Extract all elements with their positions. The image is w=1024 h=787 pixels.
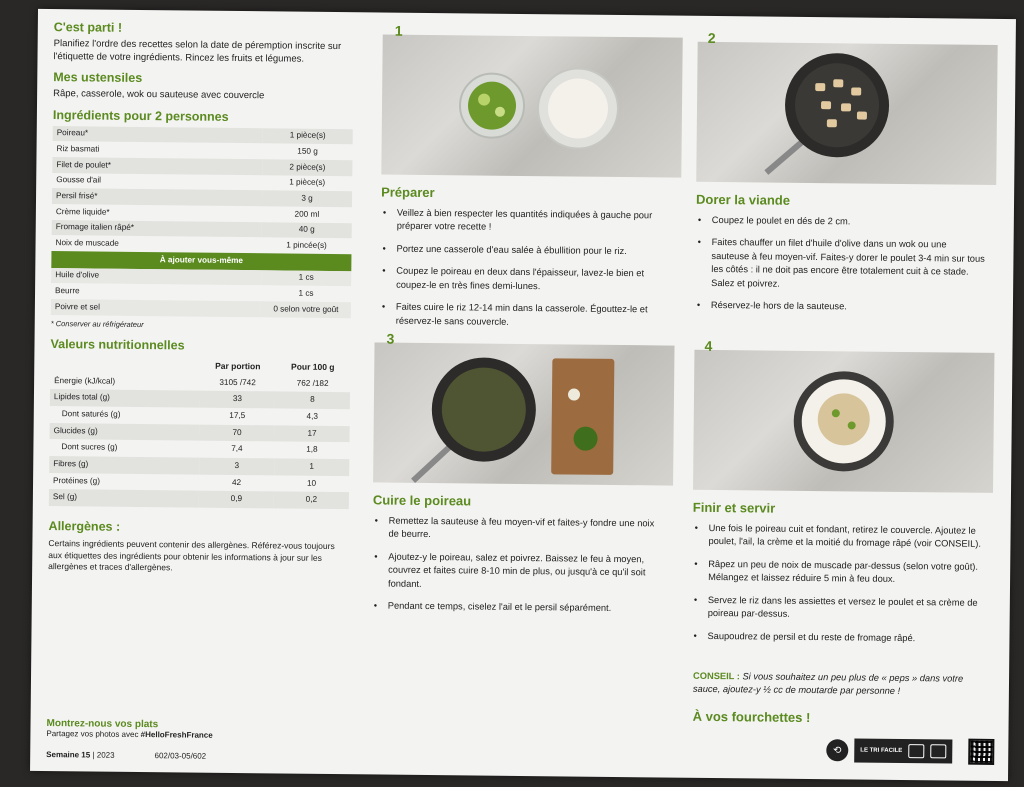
left-column	[48, 19, 354, 582]
nutrition-label: Glucides (g)	[50, 423, 200, 441]
nutrition-portion: 70	[200, 424, 275, 441]
step-2-number: 2	[707, 29, 716, 46]
nutrition-label: Lipides total (g)	[50, 389, 200, 407]
allergens-title: Allergènes :	[48, 518, 121, 534]
allergens-text: Certains ingrédients peuvent contenir des allergènes. Référez-vous toujours aux étiquettes des ingrédients pour obtenir les informations à jour sur les allergènes et traces d'allergènes.	[48, 538, 335, 573]
pan-chicken-illustration	[696, 42, 997, 185]
nutrition-row	[49, 489, 349, 509]
step-bullet: • Réservez-le hors de la sauteuse.	[695, 299, 985, 316]
utensils-title: Mes ustensiles	[53, 70, 143, 85]
step-bullet: • Remettez la sauteuse à feu moyen-vif et faites-y fondre une noix de beurre.	[372, 514, 662, 544]
ingredients-title: Ingrédients pour 2 personnes	[52, 107, 229, 124]
nutrition-portion: 7,4	[231, 444, 243, 454]
conseil-text: Si vous souhaitez un peu plus de « peps » dans votre sauce, ajoutez-y ½ cc de moutarde par personne !	[692, 671, 964, 697]
step-2-title: Dorer la viande	[695, 191, 791, 208]
step-1-bullets	[380, 207, 671, 340]
nutrition-portion: 33	[200, 391, 275, 408]
week-info	[46, 750, 346, 762]
ingredient-name: Riz basmati	[56, 144, 100, 154]
ingredient-name: Gousse d'ail	[56, 175, 102, 185]
qr-code-icon[interactable]	[968, 739, 994, 765]
footer	[46, 718, 346, 762]
nutrition-portion: 3	[199, 458, 274, 475]
ingredient-name: Poireau*	[53, 126, 263, 144]
nutrition-portion: 17,5	[229, 410, 246, 421]
step-4	[692, 337, 994, 643]
nutrition-per100: 1	[274, 458, 349, 475]
recipe-card	[30, 9, 1016, 781]
step-2-bullets	[695, 214, 986, 325]
nutrition-per100: 17	[274, 425, 349, 442]
ingredient-name: Crème liquide*	[55, 206, 110, 217]
extra-ingredient-name: Huile d'olive	[51, 268, 261, 286]
intro-title: C'est parti !	[53, 20, 123, 35]
step-bullet: • Portez une casserole d'eau salée à ébullition pour le riz.	[380, 242, 670, 259]
step-bullet: • Faites cuire le riz 12-14 min dans la casserole. Égouttez-le et réservez-le sans couvercle.	[380, 301, 670, 331]
step-3-bullets	[372, 514, 663, 625]
step-bullet: • Une fois le poireau cuit et fondant, retirez le couvercle. Ajoutez le poulet, l'ail, la crème et la moitié du fromage râpé (voir CONSEIL).	[692, 522, 982, 552]
ingredient-qty: 200 ml	[294, 209, 320, 219]
step-bullet: • Pendant ce temps, ciselez l'ail et le persil séparément.	[372, 600, 662, 617]
week-label: Semaine 15 | 2023	[46, 750, 115, 760]
extra-ingredient-name: Poivre et sel	[51, 299, 261, 317]
share-prefix: Partagez vos photos avec	[46, 729, 141, 740]
triman-icon: ⟲	[826, 739, 848, 761]
nutrition-per100: 0,2	[274, 492, 349, 509]
nutrition-per100: 10	[306, 478, 317, 488]
conseil-block	[693, 666, 994, 727]
step-bullet: • Veillez à bien respecter les quantités indiquées à gauche pour préparer votre recette !	[381, 207, 671, 237]
step-3-number: 3	[386, 330, 395, 347]
step-4-number: 4	[704, 337, 713, 354]
extra-header: À ajouter vous-même	[51, 251, 351, 271]
utensils-text: Râpe, casserole, wok ou sauteuse avec couvercle	[53, 88, 265, 102]
nutrition-per100: 4,3	[306, 411, 318, 421]
recipe-code: 602/03-05/602	[154, 751, 207, 761]
nutrition-header-per100: Pour 100 g	[291, 361, 335, 372]
packaging-icon	[908, 744, 924, 758]
badges	[826, 737, 994, 765]
step-3-photo	[373, 342, 674, 485]
nutrition-header-label	[50, 356, 200, 375]
nutrition-per100: 762 /182	[296, 378, 329, 388]
ingredient-name: Noix de muscade	[55, 237, 119, 248]
step-4-photo	[693, 350, 994, 493]
ingredient-qty: 2 pièce(s)	[262, 159, 352, 176]
step-2	[695, 29, 998, 312]
step-4-bullets	[691, 522, 982, 655]
conseil-label: CONSEIL :	[693, 670, 740, 682]
conseil	[693, 670, 993, 700]
bin-icon	[930, 744, 946, 758]
ingredient-name: Filet de poulet*	[52, 157, 262, 175]
step-2-photo	[696, 42, 997, 185]
extra-ingredient-qty: 1 cs	[261, 286, 351, 303]
intro-text: Planifiez l'ordre des recettes selon la date de péremption inscrite sur l'étiquette de votre ingrédients. Rincez les fruits et légumes.	[53, 38, 342, 65]
nutrition-title: Valeurs nutritionnelles	[50, 337, 185, 353]
step-bullet: • Coupez le poulet en dés de 2 cm.	[696, 214, 986, 231]
step-bullet: • Servez le riz dans les assiettes et versez le poulet et sa crème de poireau par-dessus.	[692, 594, 982, 624]
step-4-title: Finir et servir	[692, 499, 776, 516]
extra-ingredient-qty: 1 cs	[261, 270, 351, 287]
step-bullet: • Faites chauffer un filet d'huile d'olive dans un wok ou une sauteuse à feu moyen-vif. Faites-y dorer le poulet 3-4 min sur tous les côtés : il ne doit pas encore être totalement cuit à ce stade. Salez et poivrez.	[695, 236, 986, 293]
step-3-title: Cuire le poireau	[372, 492, 472, 509]
ingredient-qty: 3 g	[262, 191, 352, 208]
ingredient-name: Persil frisé*	[52, 188, 262, 206]
share-text	[46, 729, 346, 741]
storage-note: * Conserver au réfrigérateur	[50, 318, 144, 329]
nutrition-label: Sel (g)	[49, 489, 199, 507]
share-title: Montrez-nous vos plats	[46, 718, 159, 731]
nutrition-portion: 3105 /742	[219, 377, 256, 387]
ingredient-qty: 1 pièce(s)	[263, 128, 353, 145]
nutrition-per100: 1,8	[306, 445, 318, 455]
plate-illustration	[693, 350, 994, 493]
ingredients-table	[51, 126, 353, 318]
nutrition-label: Protéines (g)	[53, 475, 101, 486]
ingredient-qty: 1 pièce(s)	[289, 177, 326, 188]
pan-leek-illustration	[373, 342, 674, 485]
step-1	[381, 22, 683, 327]
step-bullet: • Coupez le poireau en deux dans l'épaisseur, lavez-le bien et coupez-le en très fines demi-lunes.	[380, 265, 670, 295]
bowls-illustration	[381, 35, 682, 178]
nutrition-portion: 0,9	[199, 491, 274, 508]
nutrition-label: Dont saturés (g)	[61, 409, 121, 419]
nutrition-label: Dont sucres (g)	[61, 442, 118, 453]
tri-label: LE TRI FACILE	[854, 738, 952, 763]
nutrition-header-portion: Par portion	[215, 360, 261, 371]
nutrition-label: Fibres (g)	[49, 456, 199, 474]
ingredient-name: Fromage italien râpé*	[52, 220, 262, 238]
step-3	[372, 330, 675, 614]
ingredient-qty: 40 g	[262, 222, 352, 239]
nutrition-portion: 42	[231, 477, 242, 487]
step-1-number: 1	[394, 22, 403, 39]
nutrition-label: Énergie (kJ/kcal)	[54, 375, 116, 386]
closing-text: À vos fourchettes !	[692, 708, 811, 725]
extra-ingredient-row	[51, 299, 351, 318]
step-1-title: Préparer	[381, 184, 435, 201]
step-bullet: • Saupoudrez de persil et du reste de fromage râpé.	[691, 630, 981, 647]
step-bullet: • Ajoutez-y le poireau, salez et poivrez. Baissez le feu à moyen, couvrez et faites cuire 8-10 min de plus, ou jusqu'à ce qu'il soit fondant.	[372, 550, 662, 593]
nutrition-table	[49, 356, 351, 509]
step-1-photo	[381, 35, 682, 178]
ingredient-qty: 1 pincée(s)	[286, 240, 327, 250]
ingredient-qty: 150 g	[297, 146, 318, 156]
extra-ingredient-qty: 0 selon votre goût	[261, 301, 351, 318]
hashtag: #HelloFreshFrance	[140, 730, 213, 740]
nutrition-per100: 8	[275, 392, 350, 409]
step-bullet: • Râpez un peu de noix de muscade par-dessus (selon votre goût). Mélangez et laissez réduire 5 min à feu doux.	[692, 558, 982, 588]
extra-ingredient-name: Beurre	[51, 283, 261, 301]
